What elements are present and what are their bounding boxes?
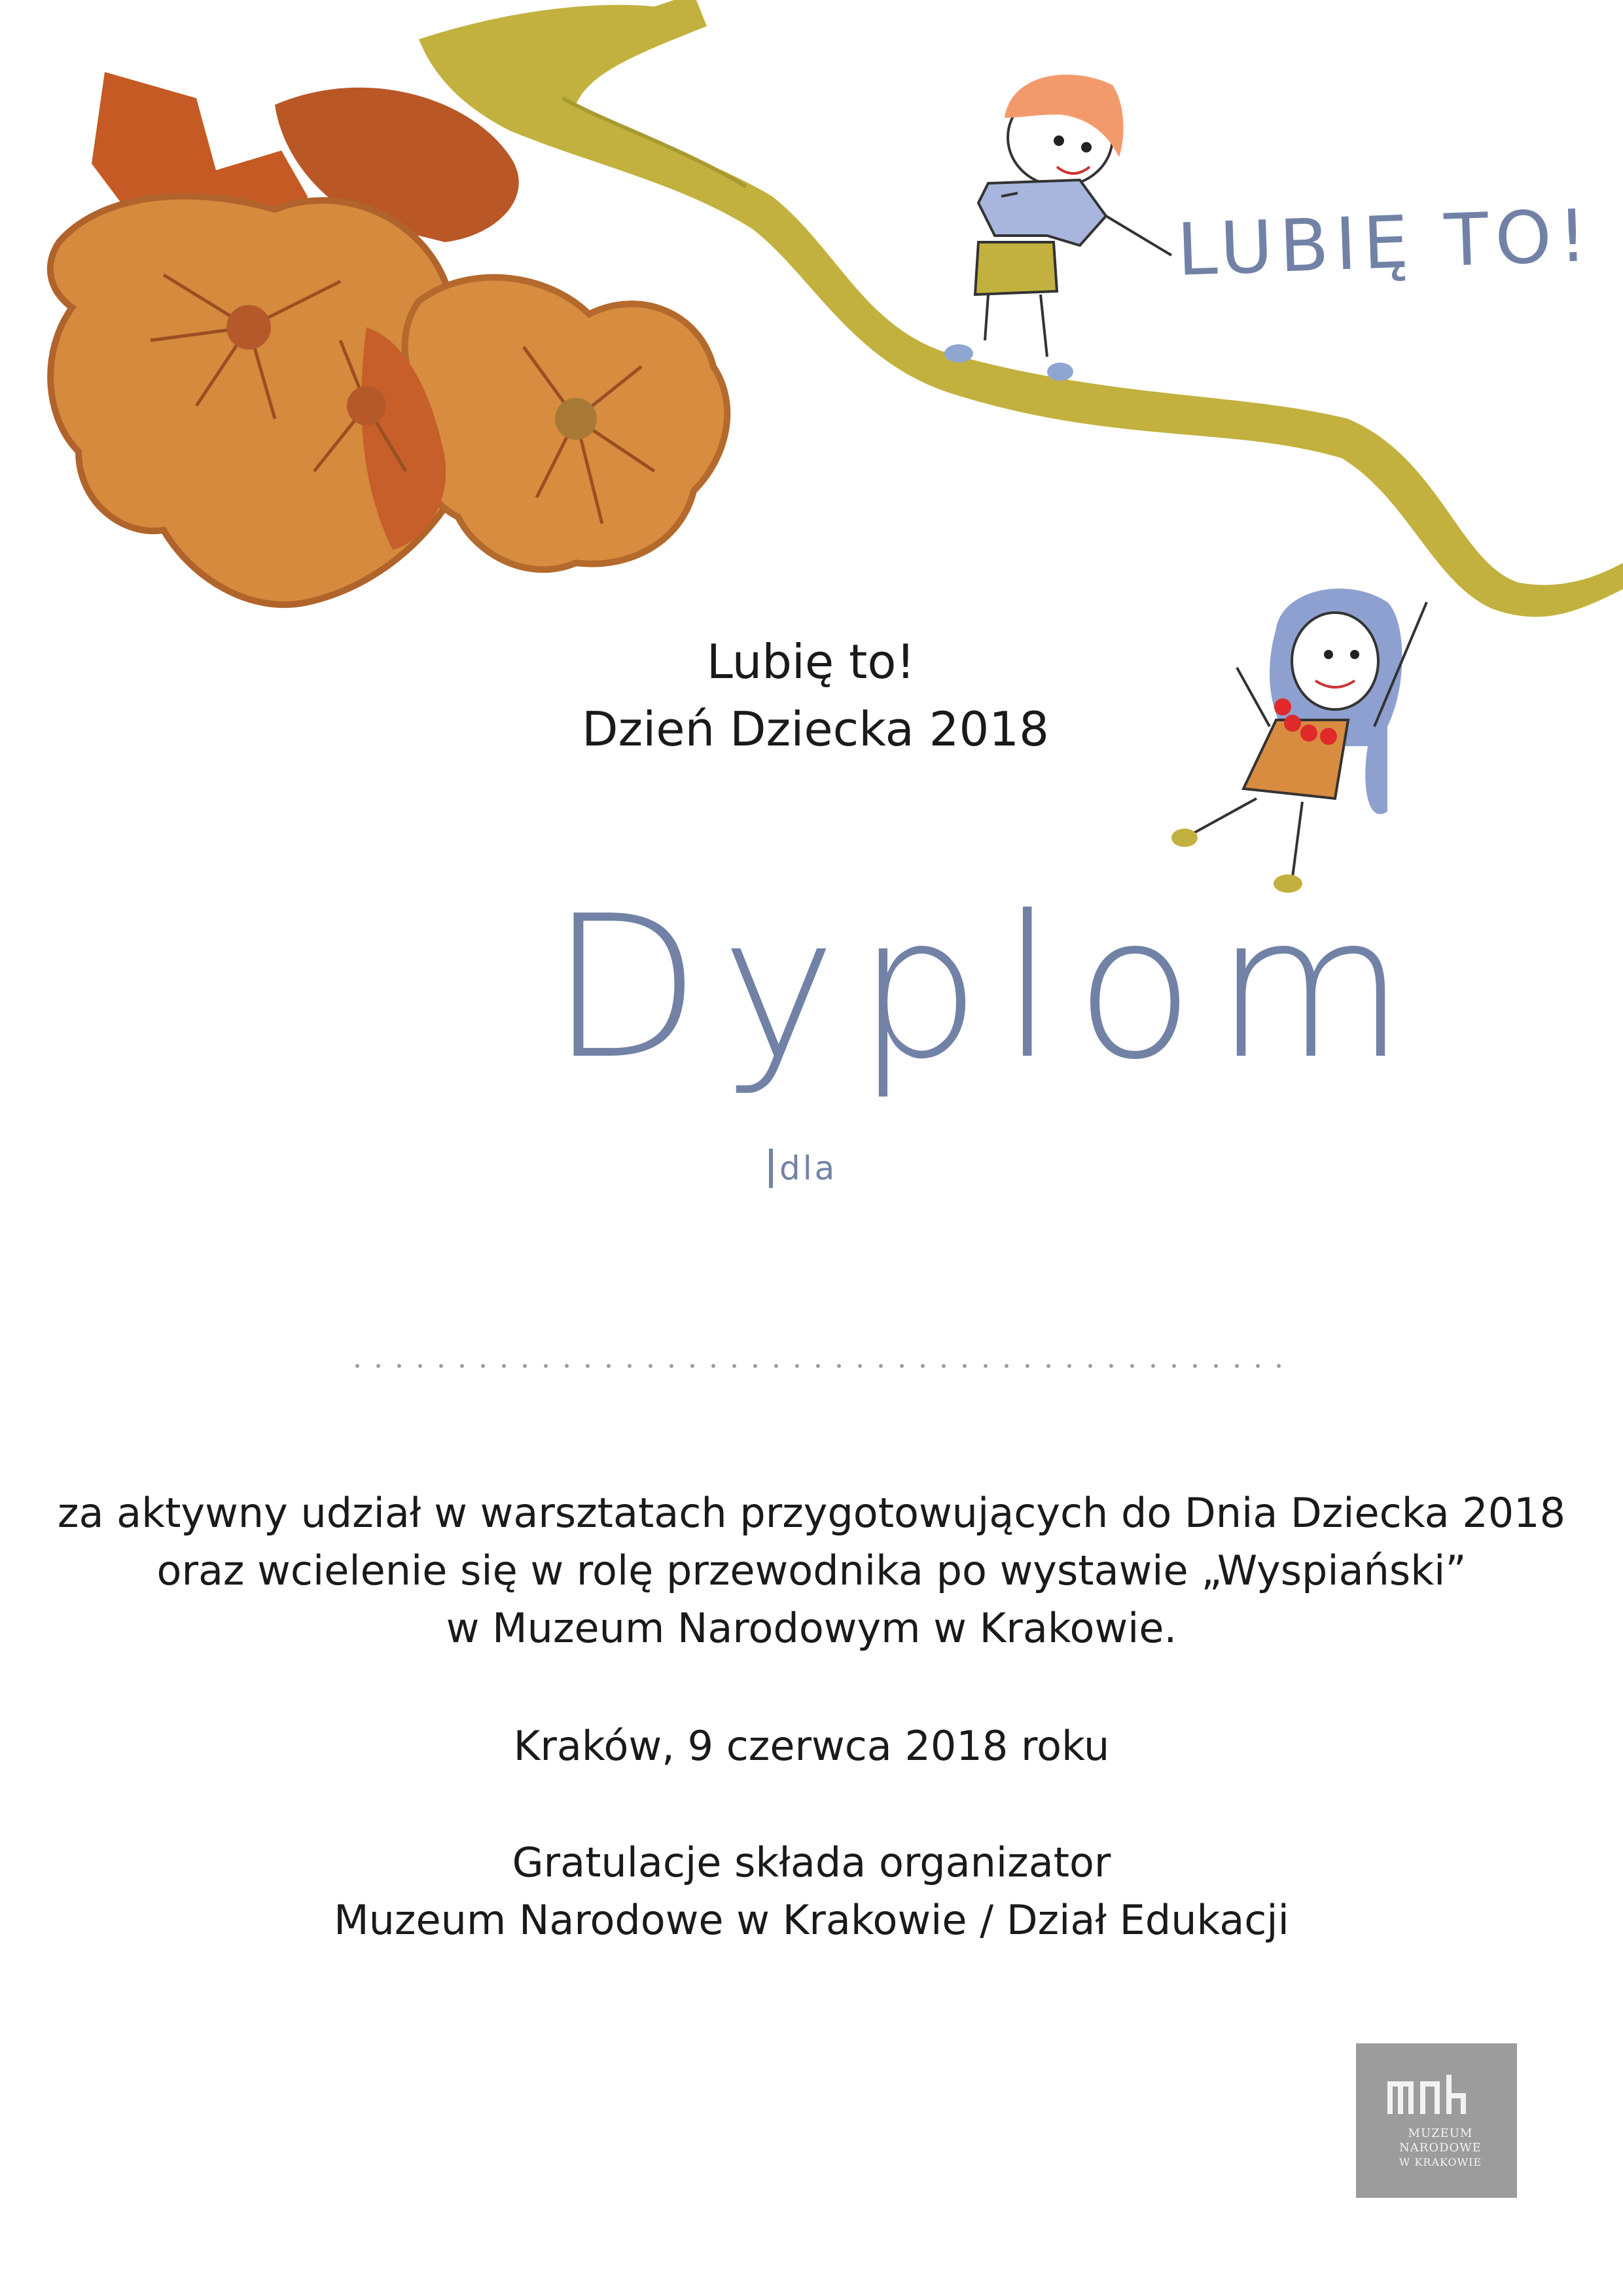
congrats-line-2: Muzeum Narodowe w Krakowie / Dział Edukacji — [334, 1896, 1289, 1944]
header-title: Lubię to! — [706, 634, 916, 689]
issue-date: Kraków, 9 czerwca 2018 roku — [513, 1722, 1110, 1770]
recipient-dotted-line — [347, 1363, 1289, 1369]
header-subtitle: Dzień Dziecka 2018 — [582, 702, 1049, 757]
museum-logo — [1356, 2043, 1517, 2198]
speech-text: LUBIĘ TO! — [1175, 193, 1596, 292]
congrats-line-1: Gratulacje składa organizator — [512, 1839, 1111, 1886]
diploma-title: Dyplom — [550, 874, 1426, 1102]
boy-figure — [944, 75, 1171, 381]
body-line-2: oraz wcielenie się w rolę przewodnika po wystawie „Wyspiański” — [156, 1547, 1467, 1594]
diploma-for-label: dla — [769, 1149, 837, 1188]
logo-line-1: MUZEUM — [1408, 2126, 1473, 2140]
mnk-logo-mark — [1387, 2075, 1486, 2114]
body-line-3: w Muzeum Narodowym w Krakowie. — [446, 1604, 1177, 1652]
recipient-name-field[interactable] — [347, 1302, 1289, 1355]
logo-line-3: W KRAKOWIE — [1399, 2156, 1482, 2168]
illustration — [0, 0, 1623, 916]
logo-line-2: NARODOWE — [1399, 2141, 1482, 2155]
body-line-1: za aktywny udział w warsztatach przygotowujących do Dnia Dziecka 2018 — [57, 1489, 1566, 1537]
